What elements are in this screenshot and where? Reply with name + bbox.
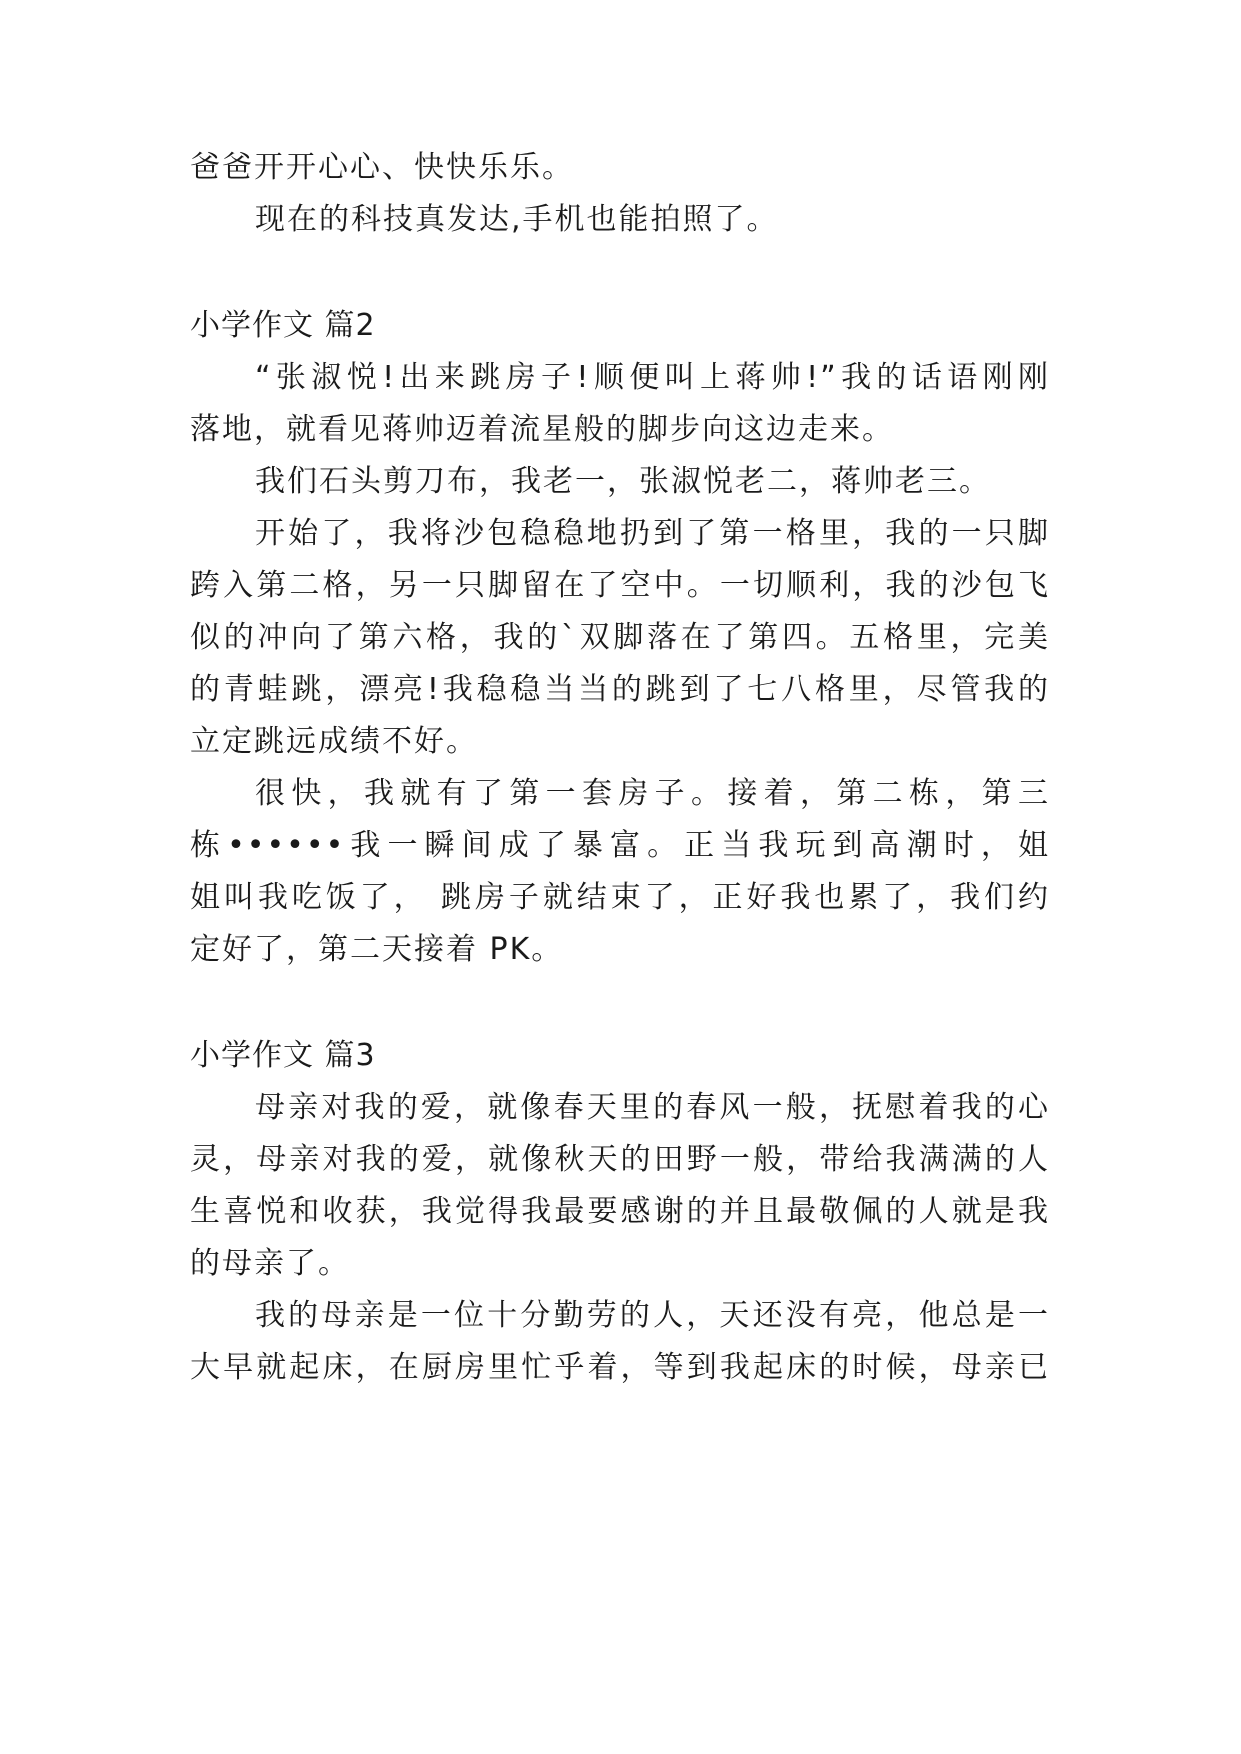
paragraph-line: 灵，母亲对我的爱，就像秋天的田野一般，带给我满满的人 xyxy=(190,1142,1050,1177)
paragraph-line: 的母亲了。 xyxy=(190,1246,350,1281)
paragraph-line: 栋••••••我一瞬间成了暴富。正当我玩到高潮时，姐 xyxy=(190,828,1050,863)
paragraph-line: 的青蛙跳，漂亮!我稳稳当当的跳到了七八格里，尽管我的 xyxy=(190,672,1050,707)
paragraph-line: 开始了，我将沙包稳稳地扔到了第一格里，我的一只脚 xyxy=(255,516,1050,551)
paragraph-line: 大早就起床，在厨房里忙乎着，等到我起床的时候，母亲已 xyxy=(190,1350,1050,1385)
paragraph-line: 姐叫我吃饭了， 跳房子就结束了，正好我也累了，我们约 xyxy=(190,880,1050,915)
paragraph-line: 立定跳远成绩不好。 xyxy=(190,724,478,759)
paragraph-line: 似的冲向了第六格，我的`双脚落在了第四。五格里，完美 xyxy=(190,620,1050,655)
paragraph-line: 落地，就看见蒋帅迈着流星般的脚步向这边走来。 xyxy=(190,412,894,447)
paragraph-line: 我的母亲是一位十分勤劳的人，天还没有亮，他总是一 xyxy=(255,1298,1050,1333)
paragraph-line: 我们石头剪刀布，我老一，张淑悦老二，蒋帅老三。 xyxy=(255,464,991,499)
paragraph-line: 定好了，第二天接着 PK。 xyxy=(190,932,564,967)
paragraph-line: 跨入第二格，另一只脚留在了空中。一切顺利，我的沙包飞 xyxy=(190,568,1050,603)
paragraph-line: 生喜悦和收获，我觉得我最要感谢的并且最敬佩的人就是我 xyxy=(190,1194,1050,1229)
paragraph-line: 爸爸开开心心、快快乐乐。 xyxy=(190,150,574,185)
paragraph-line: 母亲对我的爱，就像春天里的春风一般，抚慰着我的心 xyxy=(255,1090,1050,1125)
paragraph-line: 现在的科技真发达,手机也能拍照了。 xyxy=(255,202,779,237)
paragraph-line: 很快，我就有了第一套房子。接着，第二栋，第三 xyxy=(255,776,1050,811)
section-heading: 小学作文 篇2 xyxy=(190,308,376,343)
paragraph-line: “张淑悦!出来跳房子!顺便叫上蒋帅!”我的话语刚刚 xyxy=(255,360,1050,395)
section-heading: 小学作文 篇3 xyxy=(190,1038,376,1073)
